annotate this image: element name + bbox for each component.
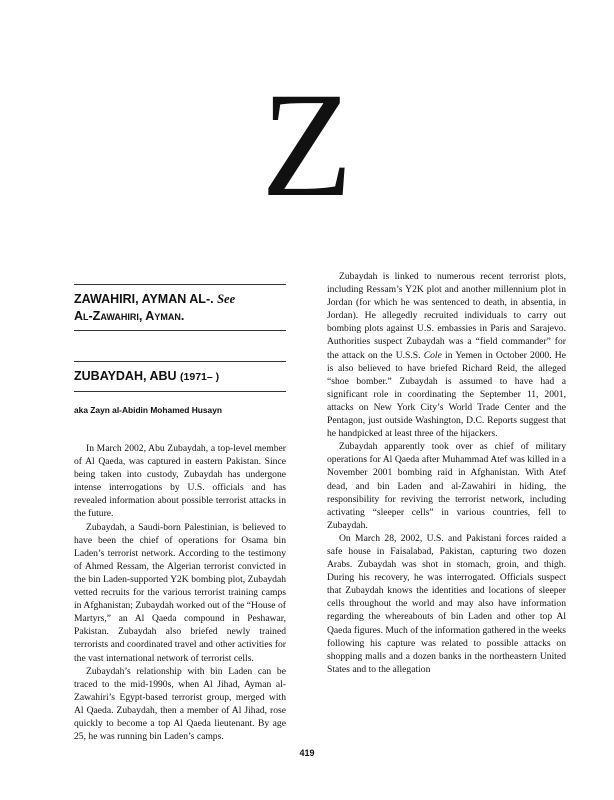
text-run: Zubaydah is linked to numerous recent terrorist plots, including Ressam’s Y2K plot and another millennium plot in Jordan (for which he was sentenced to death, in absentia, in Jordan). He allegedly recruited individuals to carry out bombing plots against U.S. embassies in Paris and Sarajevo. Authorities suspect Zubaydah was a “field commander” for the attack on the U.S.S. (327, 271, 566, 361)
paragraph: Zubaydah, a Saudi-born Palestinian, is believed to have been the chief of operations for Osama bin Laden’s terrorist network. According to the testimony of Ahmed Ressam, the Algerian terrorist convicted in the bin Laden-supported Y2K bombing plot, Zubaydah vetted recruits for the various terrorist training camps in Afghanistan; Zubaydah worked out of the “House of Martyrs,” an Al Qaeda compound in Peshawar, Pakistan. Zubaydah also briefed newly trained terrorists and coordinated travel and other activities for the vast international network of terrorist cells. (74, 521, 286, 664)
paragraph: Zubaydah’s relationship with bin Laden can be traced to the mid-1990s, when Al Jihad, Ayman al-Zawahiri’s Egypt-based terrorist group, merged with Al Qaeda. Zubaydah, then a member of Al Jihad, rose quickly to become a top Al Qaeda lieutenant. By age 25, he was running bin Laden’s camps. (74, 665, 286, 743)
entry-rule (74, 284, 286, 285)
left-body-text (74, 442, 286, 743)
entry-rule (74, 330, 286, 331)
paragraph: On March 28, 2002, U.S. and Pakistani forces raided a safe house in Faisalabad, Pakistan, capturing two dozen Arabs. Zubaydah was shot in stomach, groin, and thigh. During his recovery, he was interrogated. Officials suspect that Zubaydah knows the identities and locations of sleeper cells throughout the world and may also have information regarding the whereabouts of bin Laden and other top Al Qaeda figures. Much of the information gathered in the weeks following his capture was related to possible attacks on shopping malls and a dozen banks in the northeastern United States and to the allegation (327, 532, 566, 675)
see-label: See (217, 292, 236, 306)
ship-name: Cole (423, 349, 442, 361)
entry-aka: aka Zayn al-Abidin Mohamed Husayn (74, 405, 222, 415)
page-number: 419 (299, 748, 315, 758)
left-column (74, 284, 286, 743)
entry-rule (74, 361, 286, 362)
entry-heading-zubaydah (74, 368, 286, 386)
entry-dates: (1971– ) (180, 371, 220, 383)
see-target: Al-Zawahiri, Ayman. (74, 309, 185, 323)
right-column (327, 270, 566, 676)
paragraph (327, 270, 566, 440)
text-run: in Yemen in October 2000. He is also believed to have briefed Richard Reid, the alleged “shoe bomber.” Zubaydah is assumed to have had a significant role in coordinating the September 11, 2001, attacks on New York City’s World Trade Center and the Pentagon, just outside Washington, D.C. Reports suggest that he handpicked at least three of the hijackers. (327, 349, 566, 440)
paragraph: Zubaydah apparently took over as chief of military operations for Al Qaeda after Muhammad Atef was killed in a November 2001 bombing raid in Afghanistan. With Atef dead, and bin Laden and al-Zawahiri in hiding, the responsibility for reviving the terrorist network, including activating “sleeper cells” in various countries, fell to Zubaydah. (327, 441, 566, 531)
entry-heading-zawahiri (74, 291, 286, 325)
entry-title: ZAWAHIRI, AYMAN AL-. (74, 292, 214, 306)
section-letter: Z (261, 62, 353, 228)
entry-title: ZUBAYDAH, ABU (74, 369, 177, 383)
paragraph: In March 2002, Abu Zubaydah, a top-level member of Al Qaeda, was captured in eastern Pakistan. Since being taken into custody, Zubaydah has undergone intense interrogations by U.S. officials and has revealed information about possible terrorist attacks in the future. (74, 443, 286, 520)
entry-rule (74, 391, 286, 392)
right-body-text (327, 270, 566, 676)
